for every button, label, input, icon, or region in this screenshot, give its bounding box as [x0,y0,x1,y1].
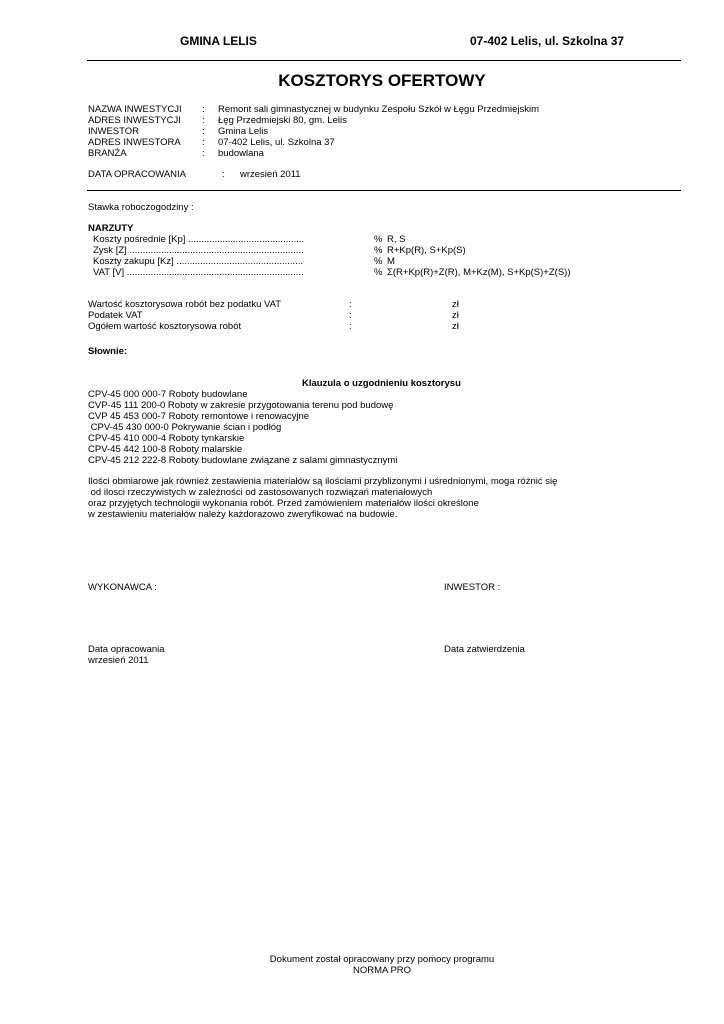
data-zatwierdzenia-label: Data zatwierdzenia [444,644,525,655]
page-title: KOSZTORYS OFERTOWY [278,71,486,90]
narzut-formula: R+Kp(R), S+Kp(S) [387,245,466,256]
data-opracowania-value: wrzesień 2011 [88,655,149,666]
note-line: od ilosci rzeczywistych w zależności od zastosowanych rozwiązań materiałowych [88,487,433,498]
total-colon: : [349,310,352,321]
narzut-label: VAT [V] ................................................................... [93,267,304,278]
narzut-pct: % [374,256,383,267]
total-label: Ogółem wartość kosztorysowa robót [88,321,242,332]
narzut-label: Koszty zakupu [Kz] ................................................ [93,256,304,267]
narzut-label: Zysk [Z] .................................................................. [93,245,304,256]
info-label: NAZWA INWESTYCJI [88,104,182,115]
date-colon: : [222,169,225,180]
cpv-line: CPV-45 000 000-7 Roboty budowlane [88,389,248,400]
narzut-pct: % [374,234,383,245]
info-label: BRANŻA [88,148,127,159]
header-rule [87,60,681,61]
narzut-label: Koszty pośrednie [Kp] ............................................ [93,234,305,245]
cpv-line: CPV-45 410 000-4 Roboty tynkarskie [88,433,245,444]
narzut-formula: R, S [387,234,406,245]
info-value: budowlana [218,148,264,159]
total-colon: : [349,321,352,332]
total-label: Wartość kosztorysowa robót bez podatku VAT [88,299,282,310]
info-label: ADRES INWESTORA [88,137,181,148]
cpv-line: CPV-45 442 100-8 Roboty malarskie [88,444,243,455]
info-colon: : [202,126,205,137]
info-colon: : [202,137,205,148]
info-label: ADRES INWESTYCJI [88,115,181,126]
info-value: Łęg Przedmiejski 80, gm. Lelis [218,115,347,126]
info-colon: : [202,115,205,126]
narzuty-heading: NARZUTY [88,223,134,234]
narzut-formula: Σ(R+Kp(R)+Z(R), M+Kz(M), S+Kp(S)+Z(S)) [387,267,571,278]
date-value: wrzesień 2011 [240,169,301,180]
narzut-formula: M [387,256,395,267]
note-line: w zestawieniu materiałów należy każdorazowo zweryfikować na budowie. [88,509,398,520]
info-value: Gmina Lelis [218,126,269,137]
footer-line-1: Dokument został opracowany przy pomocy programu [269,954,495,965]
data-opracowania-label: Data opracowania [88,644,165,655]
footer-line-2: NORMA PRO [352,965,412,976]
cpv-line: CPV-45 212 222-8 Roboty budowlane związane z salami gimnastycznymi [88,455,398,466]
total-unit: zł [452,310,459,321]
date-label: DATA OPRACOWANIA [88,169,187,180]
slownie-label: Słownie: [88,346,128,357]
info-rule [87,190,681,191]
cpv-line: CVP-45 111 200-0 Roboty w zakresie przygotowania terenu pod budowę [88,400,394,411]
note-line: oraz przyjętych technologii wykonania robót. Przed zamówieniem materiałów ilości określone [88,498,479,509]
info-value: 07-402 Lelis, ul. Szkolna 37 [218,137,335,148]
total-unit: zł [452,299,459,310]
total-unit: zł [452,321,459,332]
info-value: Remont sali gimnastycznej w budynku Zespołu Szkół w Łęgu Przedmiejskim [218,104,540,115]
wykonawca-label: WYKONAWCA : [88,582,157,593]
klauzula-heading: Klauzula o uzgodnieniu kosztorysu [302,378,461,389]
narzut-pct: % [374,245,383,256]
header-left: GMINA LELIS [180,34,257,48]
info-label: INWESTOR [88,126,140,137]
note-line: Ilości obmiarowe jak również zestawienia materiałów są ilościami przyblizonymi i uśrednionymi, moga różnić się [88,476,558,487]
inwestor-label: INWESTOR : [444,582,501,593]
header-right: 07-402 Lelis, ul. Szkolna 37 [470,34,625,48]
total-colon: : [349,299,352,310]
cpv-line: CPV-45 430 000-0 Pokrywanie ścian i podłóg [88,422,282,433]
info-colon: : [202,104,205,115]
cpv-line: CVP 45 453 000-7 Roboty remontowe i renowacyjne [88,411,310,422]
stawka-label: Stawka roboczogodziny : [88,202,194,213]
info-colon: : [202,148,205,159]
narzut-pct: % [374,267,383,278]
total-label: Podatek VAT [88,310,143,321]
